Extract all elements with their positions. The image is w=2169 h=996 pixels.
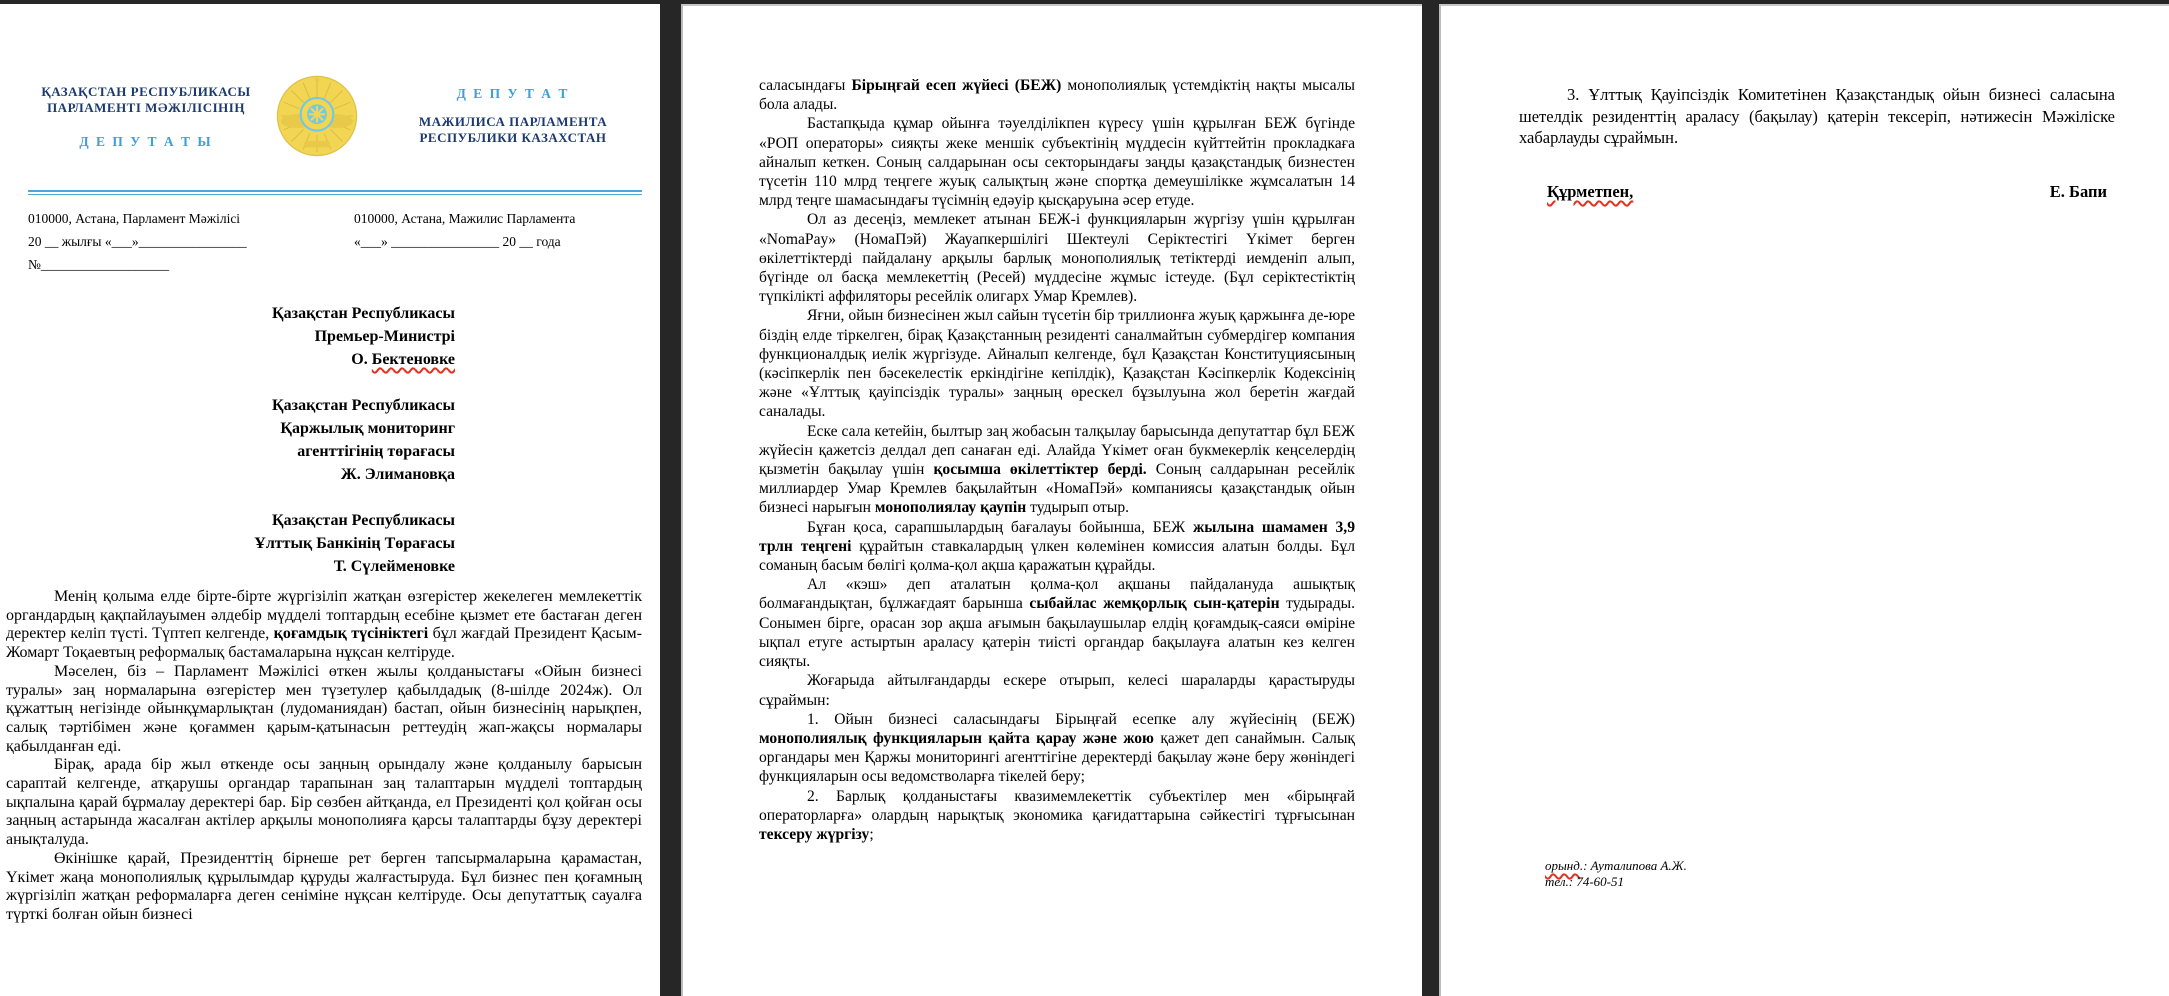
text-segment: Құрметпен, [1547, 182, 1634, 201]
text-segment: 1. Ойын бизнесі саласындағы Бірыңғай есепке алу жүйесінің (БЕЖ) [807, 710, 1355, 728]
text-segment: монополиялық үстемдіктің нақты мысалы бола алады. [759, 77, 1355, 114]
text-segment: Еске сала кетейін, былтыр заң жобасын талқылау барысында депутаттар бұл БЕЖ жүйесін қажетсіз делдал деп санаған еді. Алайда Үкімет оған букмекерлік кеңселердің қызметін бақылау үшін [759, 422, 1355, 479]
text-segment: ; [869, 825, 874, 843]
executor-name-line [1545, 858, 1687, 874]
text-segment: қажет деп санаймын. Салық органдары мен Қаржы мониторингі агенттігіне деректерді бақылау және беру жөніндегі функцияларын осы ведомстволарға тікелей беру; [759, 729, 1356, 786]
paragraph [759, 210, 1355, 306]
recipient-line [0, 302, 455, 325]
text-segment: тексеру жүргізу [759, 825, 870, 843]
recipients-block [0, 302, 455, 601]
address-block-ru [354, 207, 575, 253]
paragraph [6, 850, 642, 925]
address-kk-line1: 010000, Астана, Парламент Мәжілісі [28, 211, 241, 226]
text-segment: жылына шамамен 3,9 трлн теңгені [759, 518, 1355, 555]
text-segment: О. [351, 351, 372, 368]
paragraph [759, 76, 1355, 114]
address-kk-number-line: №___________________ [28, 257, 170, 272]
executor-note [1545, 858, 1687, 890]
letter-body-page-2 [759, 76, 1355, 844]
closing-salutation [1547, 182, 1633, 202]
text-segment: Ұлттық Банкінің Төрағасы [254, 535, 455, 552]
letterhead-divider [28, 190, 642, 195]
text-segment: орынд [1545, 858, 1580, 873]
text-segment: Ал «кэш» деп аталатын қолма-қол ақшаны пайдалануда ашықтық болмағандықтан, бұлжағдаят барынша [759, 576, 1355, 613]
page-separator-2 [1422, 0, 1439, 996]
text-segment: Қаржылық мониторинг [280, 420, 455, 437]
text-segment: Премьер-Министрі [314, 328, 455, 345]
text-segment: Бірақ, арада бір жыл өткенде осы заңның орындалу және қолданылу барысын сараптай келгенде, атқарушы органдар тарапынан заң талаптарын мүдделі топтардың ықпалына қарай бұрмалау деректері бар. Бір сөзбен айтқанда, ел Президенті қол қойған осы заңның астарында жасалған актілер арқылы монополияға қарсы талаптарды бұзу деректері анықталуда. [6, 756, 642, 849]
text-segment: Т. Сүлейменовке [333, 558, 455, 575]
recipient-line [0, 555, 455, 578]
page-1 [0, 4, 660, 996]
text-segment: Бірыңғай есеп жүйесі (БЕЖ) [851, 77, 1062, 94]
text-segment: агенттігінің төрағасы [297, 443, 455, 460]
letterhead-left [34, 84, 258, 150]
paragraph [759, 787, 1355, 845]
recipient-block [0, 394, 455, 486]
recipient-line [0, 463, 455, 486]
signature-name [2050, 182, 2107, 202]
text-segment: Е. Бапи [2049, 182, 2107, 201]
text-segment: Ол аз десеңіз, мемлекет атынан БЕЖ-і функцияларын жүргізу үшін құрылған «NomaPay» (НомаПэй) Жауапкершілігі Шектеулі Серіктестігі Үкімет берген өкілеттіктерді пайдалану арқылы барлық монополиялық тетіктерді иемденіп алып, бүгінде ол басқа мемлекеттің (Ресей) мүддесіне жұмыс істеуде. (Бұл серіктестіктің түпкілікті аффиляторы ресейлік олигарх Умар Кремлев). [759, 211, 1355, 306]
paragraph [1519, 84, 2115, 149]
deputy-label-kk: Д Е П У Т А Т Ы [79, 134, 213, 149]
text-segment: құрайтын ставкалардың үлкен көлемінен комиссия алатын болды. Бұл соманың басым бөлігі қолма-қол ақша қаражатын құрайды. [759, 537, 1355, 575]
recipient-line [0, 325, 455, 348]
paragraph [759, 422, 1355, 518]
text-segment: тел.: 74-60-51 [1545, 874, 1624, 889]
executor-phone-line [1545, 874, 1687, 890]
letter-body-page-3 [1519, 84, 2115, 149]
text-segment: монополиялау қаупін [874, 499, 1027, 517]
address-ru-date-line: «___» ________________ 20 __ года [354, 234, 561, 249]
kazakhstan-emblem-icon [274, 72, 360, 160]
paragraph [6, 756, 642, 850]
recipient-block [0, 302, 455, 371]
recipient-line [0, 532, 455, 555]
paragraph [6, 663, 642, 757]
text-segment: монополиялық функцияларын қайта қарау және жою [759, 729, 1154, 747]
paragraph [759, 114, 1355, 210]
text-segment: сыбайлас жемқорлық сын-қатерін [1029, 595, 1280, 613]
address-block-kk [28, 207, 247, 276]
text-segment: Мәселен, біз – Парламент Мәжілісі өткен жылы қолданыстағы «Ойын бизнесі туралы» заң нормаларына өзгерістер мен түзетулер қабылдадық (8-шілде 2024ж). Ол құжаттың негізінде ойынқұмарлықтан (лудоманиядан) бастап, ойын бизнесінің нарықпен, салық тәртібімен және қоғаммен қарым-қатынасын реттеудің жап-жақсы нормалары қабылданған еді. [6, 662, 642, 755]
text-segment: саласындағы [759, 77, 852, 94]
text-segment: Менің қолыма елде бірте-бірте жүргізіліп жатқан өзгерістер жекелеген мемлекеттік органдардың қақпайлауымен әлдебір мүдделі топтардың есебіне қызмет ете бастаған деген деректер келіп түсті. Түптеп келгенде, [6, 588, 642, 643]
text-segment: Өкінішке қарай, Президенттің бірнеше рет берген тапсырмаларына қарамастан, Үкімет жаңа монополиялық құрылымдар құруды жалғастыруда. Бұл бизнес пен қоғамның жүргізіліп жатқан реформаларға деген сеніміне нұқсан келтіруде. Осы депутаттық сауалға түрткі болған ойын бизнесі [6, 849, 642, 923]
page-2 [681, 4, 1422, 996]
letterhead-right [386, 86, 640, 146]
paragraph [759, 518, 1355, 576]
text-segment: Бұған қоса, сарапшылардың бағалауы бойынша, БЕЖ [807, 518, 1193, 536]
text-segment: Қазақстан Республикасы [272, 512, 455, 529]
org-title-ru-line2: РЕСПУБЛИКИ КАЗАХСТАН [419, 130, 607, 145]
recipient-line [0, 348, 455, 371]
text-segment: Соның салдарынан ресейлік миллиардер Умар Кремлев бақылайтын «НомаПэй» компаниясы қазақстандық ойын бизнесі нарығын [759, 461, 1356, 517]
text-segment: қосымша өкілеттіктер берді. [933, 461, 1147, 479]
deputy-label-ru: Д Е П У Т А Т [456, 86, 570, 101]
recipient-block [0, 509, 455, 578]
paragraph [759, 575, 1355, 671]
address-kk-date-line: 20 __ жылғы «___»________________ [28, 234, 247, 249]
text-segment: тудырып отыр. [1026, 499, 1130, 517]
recipient-line [0, 394, 455, 417]
closing-row [1519, 182, 2115, 202]
text-segment: Жоғарыда айтылғандарды ескере отырып, келесі шараларды қарастыруды сұраймын: [759, 672, 1355, 709]
text-segment: Бастапқыда құмар ойынға тәуелділікпен күресу үшін құрылған БЕЖ бүгінде «РОП операторы» сияқты жеке меншік субъектінің мүддесін күйттейтін прокладкаға айналып кеткен. Соның салдарынан осы секторындағы заңды қазақстандық бизнестен түсетін 110 млрд теңгеге жуық салықтың және спортқа демеушілікке жұмсалатын 14 млрд теңге шамасындағы түсімнің едәуір қысқаруына әсер етуде. [759, 115, 1355, 210]
text-segment: Қазақстан Республикасы [272, 305, 455, 322]
org-title-kk-line2: ПАРЛАМЕНТІ МӘЖІЛІСІНІҢ [47, 100, 245, 115]
paragraph [759, 671, 1355, 709]
text-segment: қоғамдық түсініктегі [273, 625, 429, 643]
recipient-line [0, 509, 455, 532]
address-ru-line1: 010000, Астана, Мажилис Парламента [354, 211, 576, 226]
text-segment: бұл жағдай Президент Қасым-Жомарт Тоқаевтың реформалық бастамаларына нұқсан келтіруде. [6, 625, 642, 662]
text-segment: 2. Барлық қолданыстағы квазимемлекеттік субъектілер мен «бірыңғай операторларға» олардың нарықтық экономика қағидаттарына сәйкестігі тұрғысынан [759, 787, 1355, 824]
paragraph [759, 710, 1355, 787]
text-segment: Ж. Элимановқа [340, 466, 455, 483]
text-segment: тудырады. Сонымен бірге, орасан зор ақша ағымын бақылаушылар елдің қоғамдық-саяси өміріне ықпал етуге астыртын араласу қатерін тиісті органдар бақылауға алатын кез келген сияқты. [759, 595, 1356, 671]
text-segment: Яғни, ойын бизнесінен жыл сайын түсетін бір триллионға жуық қаржынға де-юре біздің елде тіркелген, бірақ Қазақстанның резиденті саналмайтын субмердігер компания функционалдық иелік жүргізуде. Айналып келгенде, бұл Қазақстан Конституциясының (кәсіпкерлік пен бәсекелестік еркіндігіне кепілдік), Қазақстан Кәсіпкерлік Кодексінің және «Ұлттық қауіпсіздік туралы» заңның өрескел бұзылуына жол беретін жағдай саналады. [759, 307, 1355, 421]
org-title-kk-line1: ҚАЗАҚСТАН РЕСПУБЛИКАСЫ [41, 84, 251, 99]
page-separator-1 [660, 0, 681, 996]
text-segment: Бектеновке [371, 351, 455, 368]
letter-body-page-1 [6, 588, 642, 925]
page-3 [1439, 4, 2169, 996]
text-segment: .: Ауталипова А.Ж. [1579, 858, 1687, 873]
org-title-ru-line1: МАЖИЛИСА ПАРЛАМЕНТА [418, 114, 608, 129]
text-segment: Қазақстан Республикасы [272, 397, 455, 414]
recipient-line [0, 440, 455, 463]
text-segment: 3. Ұлттық Қауіпсіздік Комитетінен Қазақстандық ойын бизнесі саласына шетелдік резиденттің араласу (бақылау) қатерін тексеріп, нәтижесін Мәжіліске хабарлауды сұраймын. [1519, 85, 2115, 147]
paragraph [6, 588, 642, 663]
recipient-line [0, 417, 455, 440]
paragraph [759, 306, 1355, 421]
